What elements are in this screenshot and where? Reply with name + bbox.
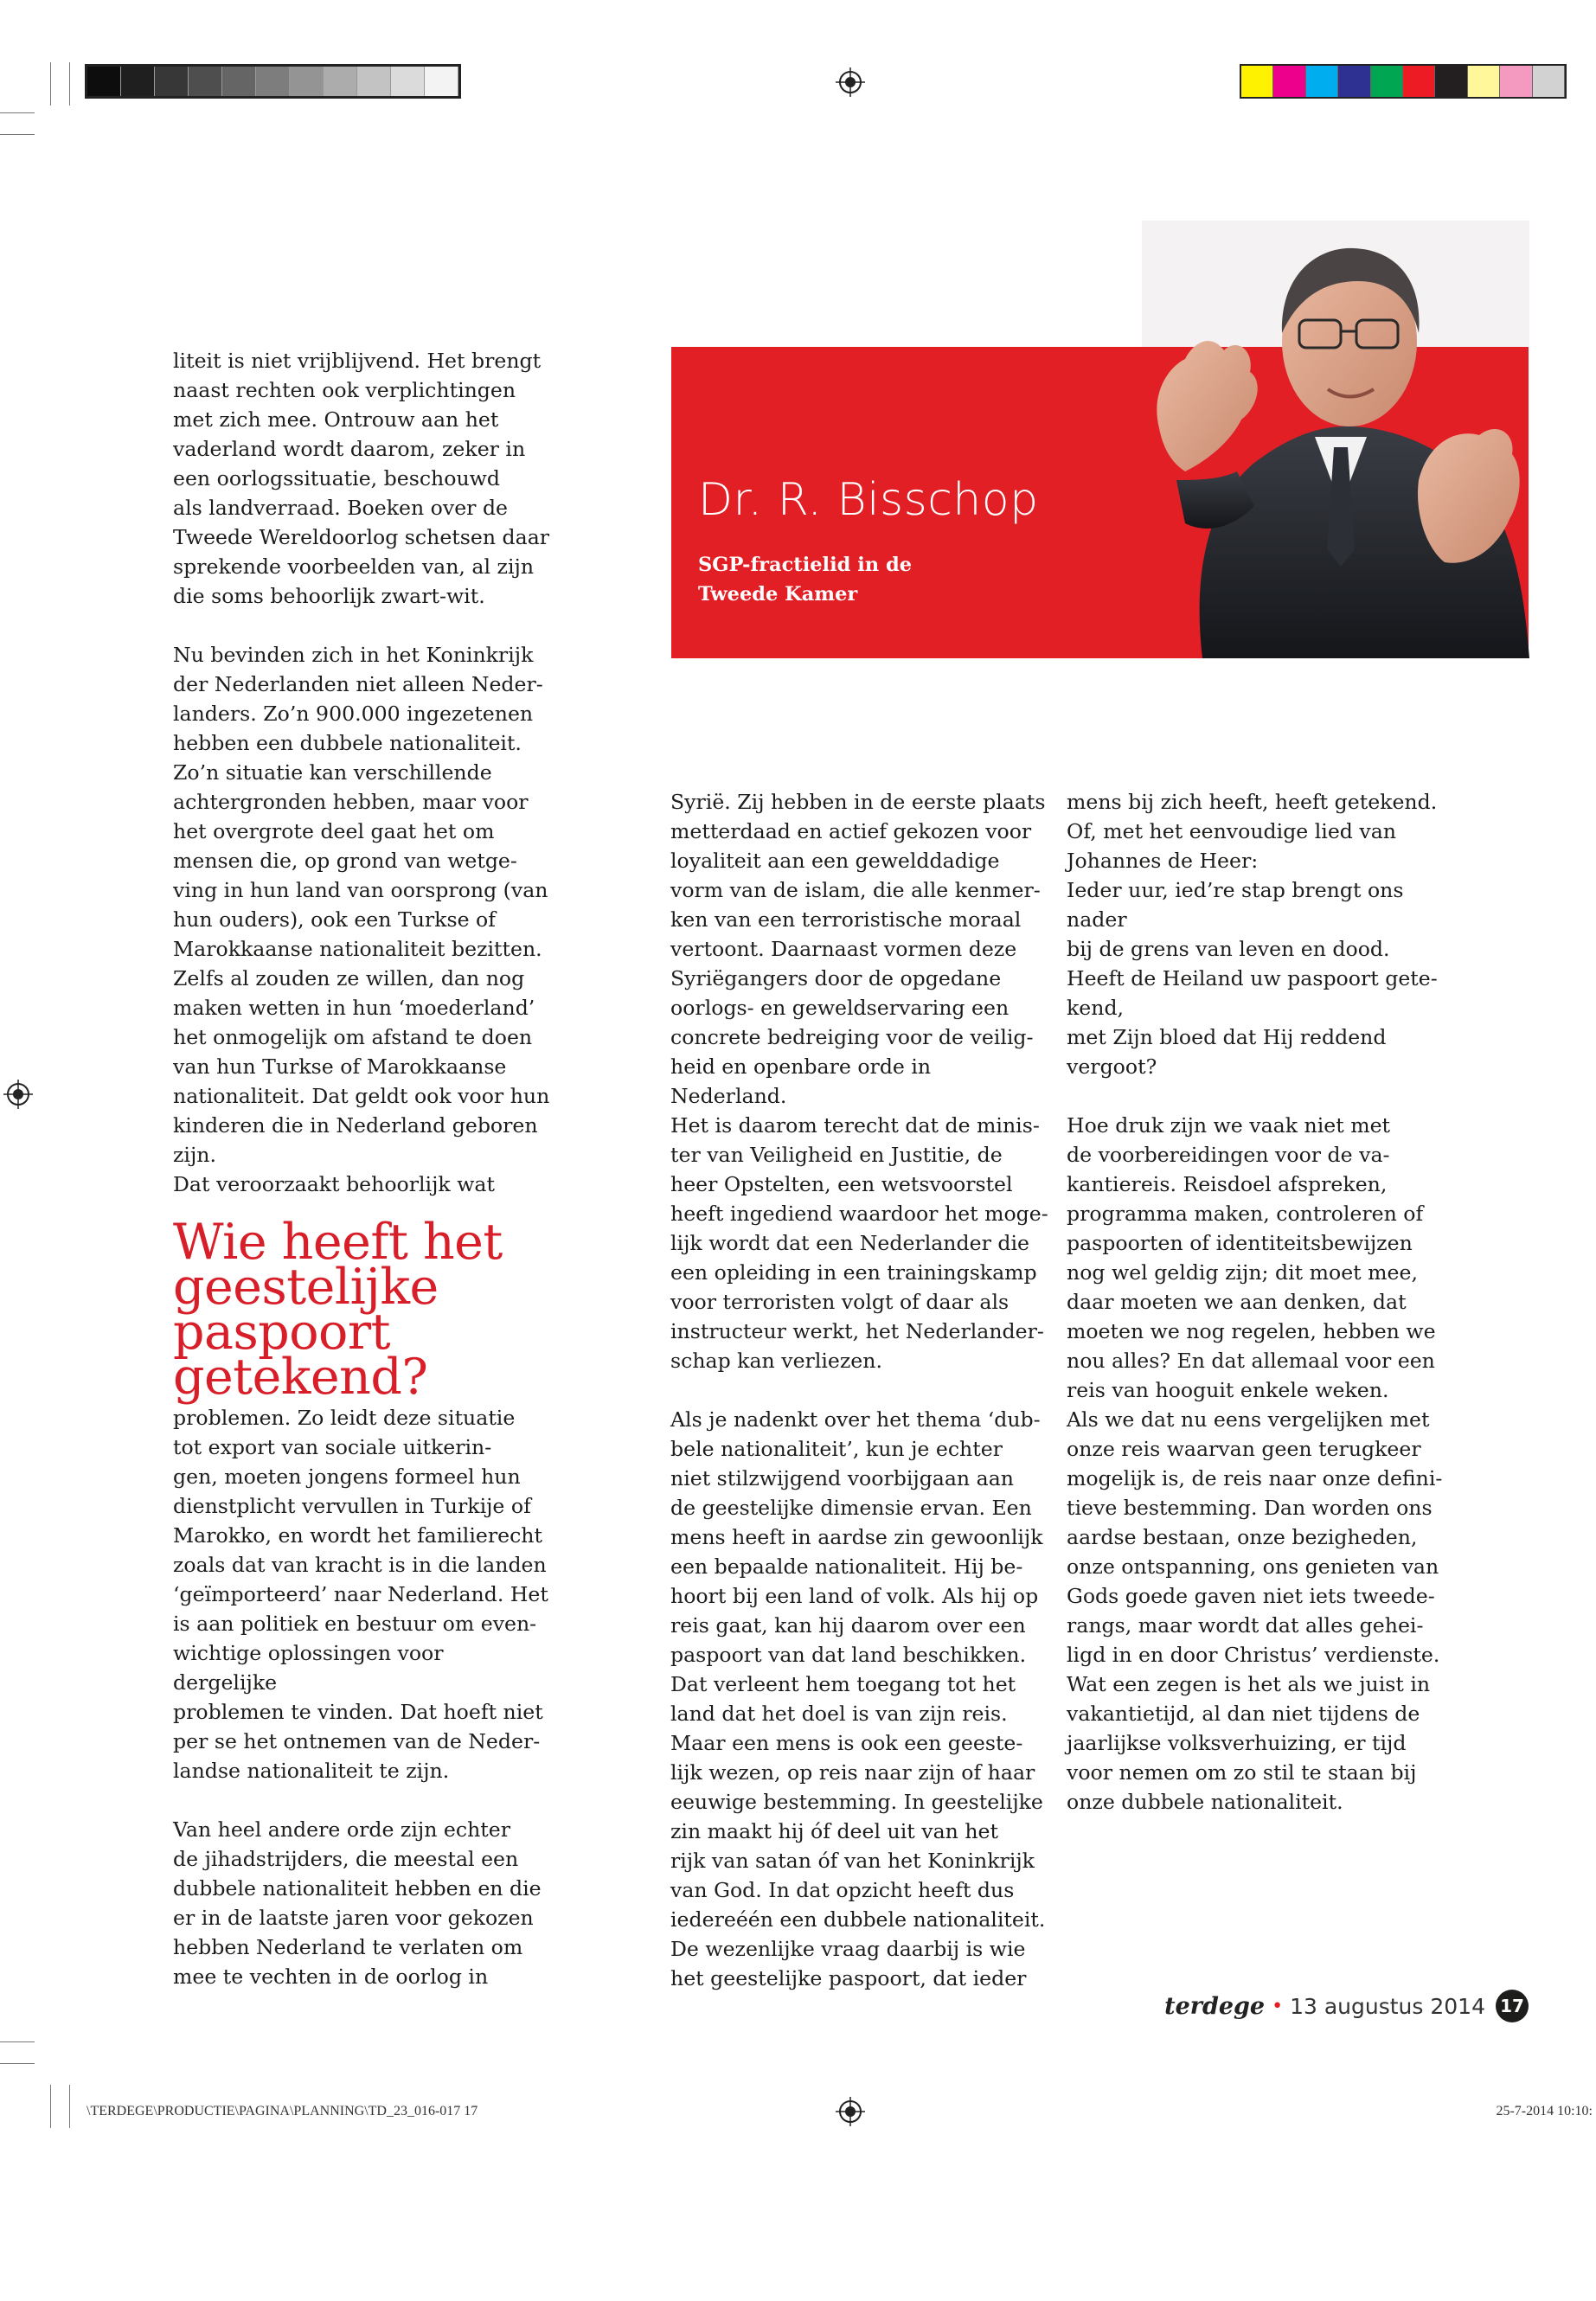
calibration-swatch: [290, 67, 324, 96]
paragraph: Als je nadenkt over het thema ‘dub- bele nationaliteit’, kun je echter niet stilzwijgend voorbijgaan aan de geestelijke dimensie ervan. Een mens heeft in aardse zin gewoonlijk een bepaalde nationaliteit. Hij be- hoort bij een land of volk. Als hij op reis gaat, kan hij daarom over een paspoort van dat land beschikken. Dat verleent hem toegang tot het land dat het doel is van zijn reis. Maar een mens is ook een geeste- lijk wezen, op reis naar zijn of haar eeuwige bestemming. In geestelijke zin maakt hij óf deel uit van het rijk van satan óf van het Koninkrijk van God. In dat opzicht heeft dus iedereéén een dubbele nationaliteit. De wezenlijke vraag daarbij is wie het geestelijke paspoort, dat ieder: [670, 1407, 1046, 1990]
color-calibration-bar: [1240, 64, 1567, 99]
calibration-swatch: [155, 67, 189, 96]
article-column-1-continued: [173, 1403, 554, 1991]
calibration-swatch: [1435, 66, 1467, 97]
registration-target-icon: [836, 2097, 865, 2126]
pull-quote: Wie heeft het geestelijke paspoort getekend?: [173, 1214, 503, 1406]
calibration-swatch: [222, 67, 256, 96]
calibration-swatch: [1500, 66, 1532, 97]
file-slug: \TERDEGE\PRODUCTIE\PAGINA\PLANNING\TD_23_016-017 17: [87, 2104, 478, 2118]
crop-mark: [50, 2085, 51, 2128]
calibration-swatch: [357, 67, 391, 96]
calibration-swatch: [1403, 66, 1435, 97]
calibration-swatch: [1306, 66, 1338, 97]
paragraph: problemen. Zo leidt deze situatie tot export van sociale uitkerin- gen, moeten jongens formeel hun dienstplicht vervullen in Turkije of Marokko, en wordt het familierecht zoals dat van kracht is in die landen ‘geïmporteerd’ naar Nederland. Het is aan politiek en bestuur om even- wichtige oplossingen voor dergelijke problemen te vinden. Dat hoeft niet per se het ontnemen van de Neder- landse nationaliteit te zijn.: [173, 1406, 548, 1783]
crop-mark: [50, 62, 51, 106]
crop-mark: [0, 112, 35, 113]
calibration-swatch: [256, 67, 290, 96]
page-number: 17: [1496, 1990, 1529, 2022]
issue-date: 13 augustus 2014: [1290, 1993, 1485, 2019]
calibration-swatch: [324, 67, 357, 96]
registration-target-icon: [3, 1080, 33, 1109]
calibration-swatch: [1371, 66, 1403, 97]
crop-mark: [0, 2041, 35, 2042]
calibration-swatch: [1533, 66, 1565, 97]
paragraph: Syrië. Zij hebben in de eerste plaats metterdaad en actief gekozen voor loyaliteit aan een gewelddadige vorm van de islam, die alle kenmer- ken van een terroristische moraal vertoont. Daarnaast vormen deze Syriëgangers door de opgedane oorlogs- en geweldservaring een concrete bedreiging voor de veilig- heid en openbare orde in Nederland. Het is daarom terecht dat de minis- ter van Veiligheid en Justitie, de heer Opstelten, een wetsvoorstel heeft ingediend waardoor het moge- lijk wordt dat een Nederlander die een opleiding in een trainingskamp voor terroristen volgt of daar als instructeur werkt, het Nederlander- schap kan verliezen.: [670, 790, 1048, 1373]
article-column-1: [173, 346, 554, 1199]
article-column-2: [670, 787, 1051, 1993]
author-name: Dr. R. Bisschop: [698, 474, 1039, 526]
paragraph: Nu bevinden zich in het Koninkrijk der Nederlanden niet alleen Neder- landers. Zo’n 900.000 ingezetenen hebben een dubbele nationaliteit. Zo’n situatie kan verschillende achtergronden hebben, maar voor het overgrote deel gaat het om mensen die, op grond van wetge- ving in hun land van oorsprong (van hun ouders), ook een Turkse of Marokkaanse nationaliteit bezitten. Zelfs al zouden ze willen, dan nog maken wetten in hun ‘moederland’ het onmogelijk om afstand te doen van hun Turkse of Marokkaanse nationaliteit. Dat geldt ook voor hun kinderen die in Nederland geboren zijn. Dat veroorzaakt behoorlijk wat: [173, 643, 550, 1196]
paragraph: mens bij zich heeft, heeft getekend. Of, met het eenvoudige lied van Johannes de Heer: Ieder uur, ied’re stap brengt ons nader bij de grens van leven en dood. Heeft de Heiland uw paspoort gete- kend, met Zijn bloed dat Hij reddend vergoot?: [1067, 790, 1438, 1079]
calibration-swatch: [189, 67, 222, 96]
greyscale-calibration-bar: [85, 64, 461, 99]
crop-mark: [69, 2085, 70, 2128]
paragraph: Hoe druk zijn we vaak niet met de voorbereidingen voor de va- kantiereis. Reisdoel afspreken, programma maken, controleren of paspoorten of identiteitsbewijzen nog wel geldig zijn; dit moet mee, daar moeten we aan denken, dat moeten we nog regelen, hebben we nou alles? En dat allemaal voor een reis van hooguit enkele weken. Als we dat nu eens vergelijken met onze reis waarvan geen terugkeer mogelijk is, de reis naar onze defini- tieve bestemming. Dan worden ons aardse bestaan, onze bezigheden, onze ontspanning, ons genieten van Gods goede gaven niet iets tweede- rangs, maar wordt dat alles gehei- ligd in en door Christus’ verdienste. Wat een zegen is het als we juist in vakantietijd, al dan niet tijdens de jaarlijkse volksverhuizing, er tijd voor nemen om zo stil te staan bij onze dubbele nationaliteit.: [1067, 1113, 1443, 1814]
calibration-swatch: [1273, 66, 1305, 97]
crop-mark: [0, 134, 35, 135]
calibration-swatch: [1338, 66, 1370, 97]
calibration-swatch: [425, 67, 458, 96]
calibration-swatch: [1241, 66, 1273, 97]
registration-target-icon: [836, 67, 865, 97]
file-timestamp: 25-7-2014 10:10:: [1496, 2104, 1593, 2118]
calibration-swatch: [1468, 66, 1500, 97]
calibration-swatch: [87, 67, 121, 96]
footer-separator: •: [1272, 1995, 1284, 2017]
crop-mark: [0, 2063, 35, 2064]
author-role: SGP-fractielid in de Tweede Kamer: [698, 554, 913, 606]
paragraph: Van heel andere orde zijn echter de jihadstrijders, die meestal een dubbele nationaliteit hebben en die er in de laatste jaren voor gekozen hebben Nederland te verlaten om mee te vechten in de oorlog in: [173, 1817, 542, 1989]
calibration-swatch: [121, 67, 155, 96]
article-column-3: [1067, 787, 1447, 1817]
author-portrait: [1142, 221, 1529, 658]
page-footer: [1164, 1990, 1529, 2022]
calibration-swatch: [391, 67, 425, 96]
crop-mark: [69, 62, 70, 106]
paragraph: liteit is niet vrijblijvend. Het brengt naast rechten ook verplichtingen met zich mee. Ontrouw aan het vaderland wordt daarom, zeker in een oorlogssituatie, beschouwd als landverraad. Boeken over de Tweede Wereldoorlog schetsen daar sprekende voorbeelden van, al zijn die soms behoorlijk zwart-wit.: [173, 349, 550, 608]
magazine-logo: terdege: [1164, 1992, 1266, 2020]
